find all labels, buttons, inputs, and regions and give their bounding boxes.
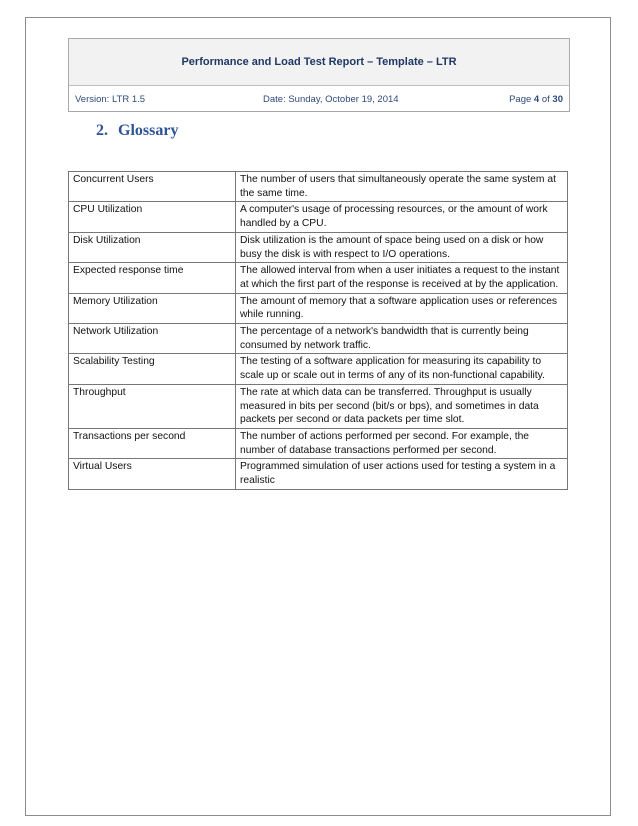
page-indicator xyxy=(509,94,563,105)
table-row xyxy=(69,324,568,354)
glossary-definition: The number of actions performed per second. For example, the number of database transactions performed per second. xyxy=(236,428,568,458)
glossary-definition: The rate at which data can be transferred. Throughput is usually measured in bits per second (bit/s or bps), and sometimes in data packets per second or data packets per time slot. xyxy=(236,384,568,428)
table-row xyxy=(69,354,568,384)
glossary-definition: Programmed simulation of user actions used for testing a system in a realistic xyxy=(236,459,568,489)
document-version: Version: LTR 1.5 xyxy=(75,93,146,105)
page-total: 30 xyxy=(552,93,563,105)
page-current: 4 xyxy=(533,93,540,105)
glossary-term: Disk Utilization xyxy=(69,232,236,262)
glossary-definition: The number of users that simultaneously operate the same system at the same time. xyxy=(236,172,568,202)
table-row xyxy=(69,384,568,428)
table-row xyxy=(69,172,568,202)
document-date: Date: Sunday, October 19, 2014 xyxy=(263,93,399,105)
section-heading xyxy=(96,122,178,140)
section-title: Glossary xyxy=(118,122,179,139)
glossary-term: Scalability Testing xyxy=(69,354,236,384)
glossary-definition: The testing of a software application for measuring its capability to scale up or scale out in terms of any of its non-functional capability. xyxy=(236,354,568,384)
document-title: Performance and Load Test Report – Template – LTR xyxy=(69,39,569,85)
glossary-term: Throughput xyxy=(69,384,236,428)
page-header xyxy=(68,38,570,112)
glossary-definition: Disk utilization is the amount of space being used on a disk or how busy the disk is with respect to I/O operations. xyxy=(236,232,568,262)
table-row xyxy=(69,202,568,232)
page-prefix: Page xyxy=(509,93,532,105)
table-row xyxy=(69,232,568,262)
table-row xyxy=(69,428,568,458)
header-meta xyxy=(69,86,569,112)
glossary-term: Expected response time xyxy=(69,263,236,293)
glossary-table xyxy=(68,171,568,490)
glossary-term: Memory Utilization xyxy=(69,293,236,323)
page-of: of xyxy=(541,93,550,105)
glossary-definition: The amount of memory that a software application uses or references while running. xyxy=(236,293,568,323)
glossary-definition: The allowed interval from when a user initiates a request to the instant at which the first part of the response is received at by the application. xyxy=(236,263,568,293)
glossary-term: Concurrent Users xyxy=(69,172,236,202)
glossary-definition: The percentage of a network's bandwidth that is currently being consumed by network traffic. xyxy=(236,324,568,354)
section-number: 2. xyxy=(96,122,108,139)
table-row xyxy=(69,293,568,323)
glossary-term: Transactions per second xyxy=(69,428,236,458)
table-row xyxy=(69,459,568,489)
glossary-definition: A computer's usage of processing resources, or the amount of work handled by a CPU. xyxy=(236,202,568,232)
glossary-term: CPU Utilization xyxy=(69,202,236,232)
table-row xyxy=(69,263,568,293)
glossary-term: Virtual Users xyxy=(69,459,236,489)
glossary-term: Network Utilization xyxy=(69,324,236,354)
